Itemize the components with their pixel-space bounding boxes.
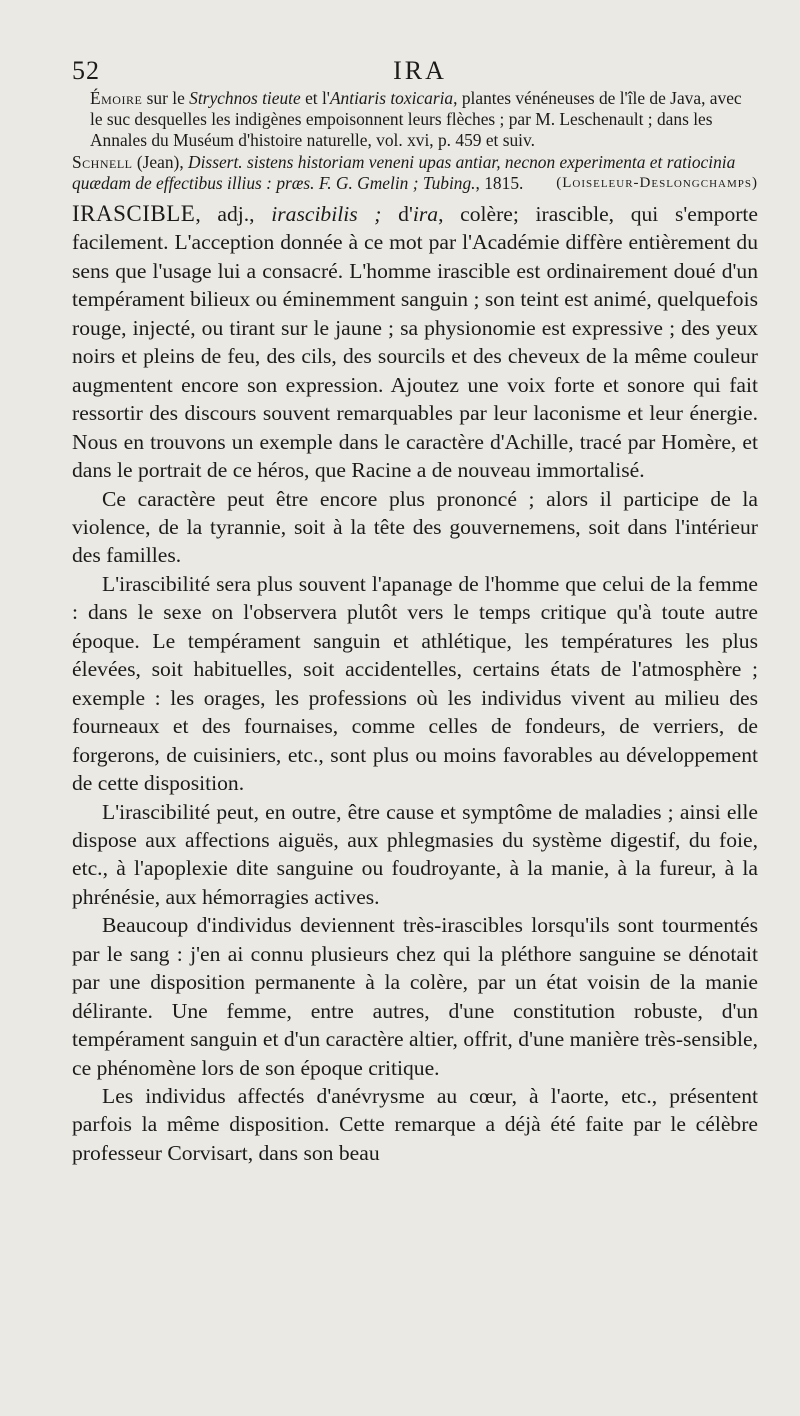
entry-text: et l' [300,88,330,108]
latin-term: irascibilis ; [271,201,382,226]
paragraph [72,200,758,485]
paragraph: Les individus affectés d'anévrysme au cœur, à l'aorte, etc., présentent parfois la même disposition. Cette remarque a déjà été faite par le célèbre professeur Corvisart, dans son beau [72,1084,758,1165]
entry-text: sur le [142,88,190,108]
article-body [72,200,758,1167]
entry-text: , plantes vénéneuses de l'île de Java, avec le suc desquelles les indigènes empoisonnent leurs flèches ; par M. Leschenault ; dans les Annales du Muséum d'histoire naturelle, vol. xvi, p. 459 et suiv. [90,88,742,150]
paragraph-text: , adj., [195,201,272,226]
running-title: IRA [393,56,447,85]
paragraph-text: d' [381,201,413,226]
entry-title: Dissert. sistens historiam veneni upas antiar, necnon experimenta et ratiocinia quædam de effectibus illius : præs. F. G. Gmelin ; Tubing. [72,152,736,194]
paragraph-text: , colère; irascible, qui s'emporte facilement. L'acception donnée à ce mot par l'Académie diffère entièrement du sens que l'usage lui a consacré. L'homme irascible est ordinairement doué d'un tempérament bilieux ou éminemment sanguin ; son teint est animé, quelquefois rouge, injecté, ou tirant sur le jaune ; sa physionomie est expressive ; des yeux noirs et pleins de feu, des cils, des sourcils et des cheveux de la même couleur augmentent encore son expression. Ajoutez une voix forte et sonore qui fait ressortir des discours souvent remarquables par leur laconisme et leur énergie. Nous en trouvons un exemple dans le caractère d'Achille, tracé par Homère, et dans le portrait de ce héros, que Racine a de nouveau immortalisé. [72,201,759,483]
entry-text: (Jean), [132,152,189,173]
latin-term: ira [412,201,439,226]
author-signature: (Loiseleur-Deslongchamps) [556,175,758,192]
bibliography-entry [72,152,758,194]
entry-author: Schnell [72,152,133,173]
species-name: Strychnos tieute [189,88,301,108]
paragraph: L'irascibilité peut, en outre, être cause et symptôme de maladies ; ainsi elle dispose aux affections aiguës, aux phlegmasies du système digestif, du foie, etc., à l'apoplexie dite sanguine ou foudroyante, à la manie, à la fureur, à la phrénésie, aux hémorragies actives. [72,799,758,909]
paragraph: Ce caractère peut être encore plus prononcé ; alors il participe de la violence, de la tyrannie, soit à la tête des gouvernemens, soit dans l'intérieur des familles. [72,486,758,568]
species-name: Antiaris toxicaria [329,88,454,108]
paragraph: Beaucoup d'individus deviennent très-irascibles lorsqu'ils sont tourmentés par le sang : j'en ai connu plusieurs chez qui la pléthore sanguine se dénotait par une disposition permanente à la colère, par un état voisin de la manie délirante. Une femme, entre autres, d'une constitution robuste, d'un tempérament sanguin et d'un caractère altier, offrit, d'une manière très-sensible, ce phénomène lors de son époque critique. [72,913,758,1080]
page-number: 52 [72,56,100,85]
entry-year: , 1815. [475,173,524,194]
bibliography-entry [72,88,758,150]
paragraph: L'irascibilité sera plus souvent l'apanage de l'homme que celui de la femme : dans le sexe on l'observera plutôt vers le temps critique qu'à toute autre époque. Le tempérament sanguin et athlétique, les températures les plus élevées, soit habituelles, soit accidentelles, certains états de l'atmosphère ; exemple : les orages, les professions où les individus vivent au milieu des fourneaux et des fournaises, comme celles de fondeurs, de verriers, de forgerons, de cuisiniers, etc., sont plus ou moins favorables au développement de cette disposition. [72,571,758,796]
page-header [72,56,758,84]
entry-lead: Émoire [90,88,143,108]
headword: IRASCIBLE [72,200,196,226]
bibliography [72,88,758,194]
